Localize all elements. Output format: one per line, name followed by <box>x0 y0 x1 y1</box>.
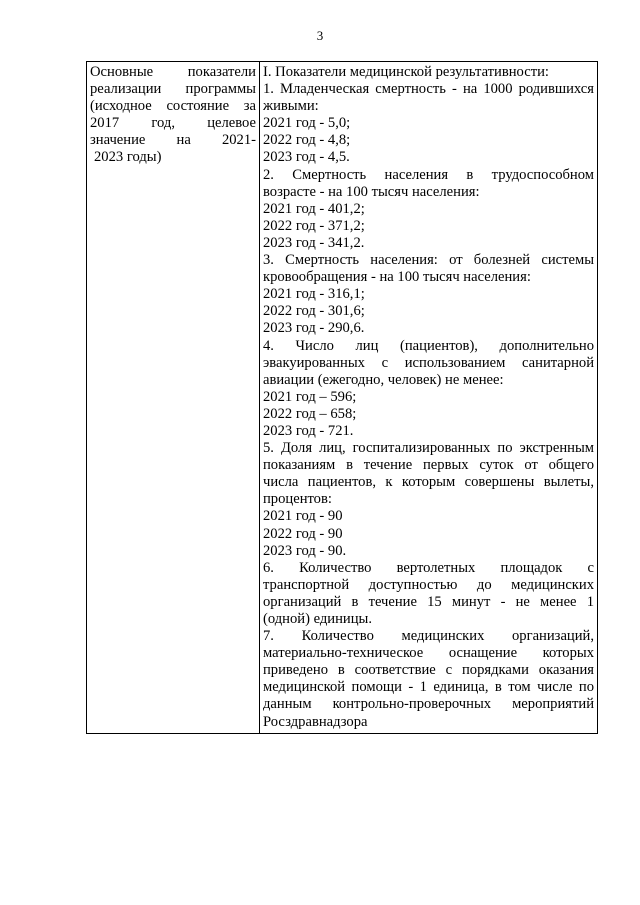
indicator-value-line: 2. Смертность населения в трудоспособном <box>263 166 594 183</box>
indicator-values-text <box>263 64 594 731</box>
indicator-value-line: 2021 год - 90 <box>263 508 343 525</box>
indicator-value-line: кровообращения - на 100 тысяч населения: <box>263 269 531 286</box>
indicator-value-line: 2023 год - 290,6. <box>263 320 365 337</box>
indicator-value-line: транспортной доступностью до медицинских <box>263 576 594 593</box>
indicator-value-line: 4. Число лиц (пациентов), дополнительно <box>263 337 594 354</box>
indicator-value-line: числа пациентов, к которым совершены вылеты, <box>263 474 594 491</box>
indicator-value-line: 2022 год - 371,2; <box>263 217 365 234</box>
indicator-value-line: Росздравнадзора <box>263 713 368 730</box>
indicator-value-line: I. Показатели медицинской результативности: <box>263 64 549 80</box>
table-row <box>87 62 598 734</box>
indicator-value-line: 2021 год - 401,2; <box>263 200 365 217</box>
indicator-value-line: показаниям в течение первых суток от общего <box>263 457 594 474</box>
page-number: 3 <box>316 28 324 43</box>
indicator-values-cell <box>260 62 598 734</box>
indicator-value-line: 7. Количество медицинских организаций, <box>263 628 594 645</box>
indicator-value-line: 2021 год - 5,0; <box>263 115 351 132</box>
indicator-value-line: (одной) единицы. <box>263 611 372 627</box>
indicator-heading-line: значение на 2021- <box>90 132 256 149</box>
indicator-value-line: процентов: <box>263 491 332 508</box>
indicator-heading-text <box>90 64 256 167</box>
indicator-value-line: 2023 год - 721. <box>263 422 354 439</box>
indicator-heading-line: 2023 годы) <box>94 149 162 166</box>
indicator-heading-line: реализации программы <box>90 81 256 98</box>
indicator-value-line: данным контрольно-проверочных мероприятий <box>263 696 594 713</box>
indicator-heading-line: (исходное состояние за <box>90 98 256 115</box>
program-indicators-table <box>86 61 598 734</box>
indicator-value-line: 2023 год - 4,5. <box>263 149 350 166</box>
indicator-value-line: 1. Младенческая смертность - на 1000 родившихся <box>263 81 594 98</box>
indicator-value-line: организаций в течение 15 минут - не менее 1 <box>263 593 594 610</box>
indicator-value-line: материально-техническое оснащение которых <box>263 645 594 662</box>
indicator-value-line: 3. Смертность населения: от болезней системы <box>263 252 594 269</box>
indicator-value-line: 6. Количество вертолетных площадок с <box>263 559 594 576</box>
indicator-value-line: 2023 год - 90. <box>263 542 347 559</box>
indicator-value-line: 2022 год - 4,8; <box>263 132 351 149</box>
indicator-value-line: 2022 год - 90 <box>263 525 343 542</box>
indicator-value-line: медицинской помощи - 1 единица, в том числе по <box>263 679 594 696</box>
indicator-value-line: живыми: <box>263 98 319 115</box>
indicator-heading-line: 2017 год, целевое <box>90 115 256 132</box>
indicator-value-line: возрасте - на 100 тысяч населения: <box>263 183 480 200</box>
indicator-value-line: 2022 год – 658; <box>263 405 357 422</box>
indicator-value-line: 2022 год - 301,6; <box>263 303 365 320</box>
indicator-heading-cell <box>87 62 260 734</box>
indicator-value-line: 2021 год – 596; <box>263 388 357 405</box>
indicator-value-line: эвакуированных с использованием санитарной <box>263 354 594 371</box>
indicator-heading-line: Основные показатели <box>90 64 256 80</box>
indicator-value-line: 2023 год - 341,2. <box>263 234 365 251</box>
indicator-value-line: 2021 год - 316,1; <box>263 286 365 303</box>
indicator-value-line: приведено в соответствие с порядками оказания <box>263 662 594 679</box>
indicator-value-line: авиации (ежегодно, человек) не менее: <box>263 371 504 388</box>
indicator-value-line: 5. Доля лиц, госпитализированных по экстренным <box>263 440 594 457</box>
